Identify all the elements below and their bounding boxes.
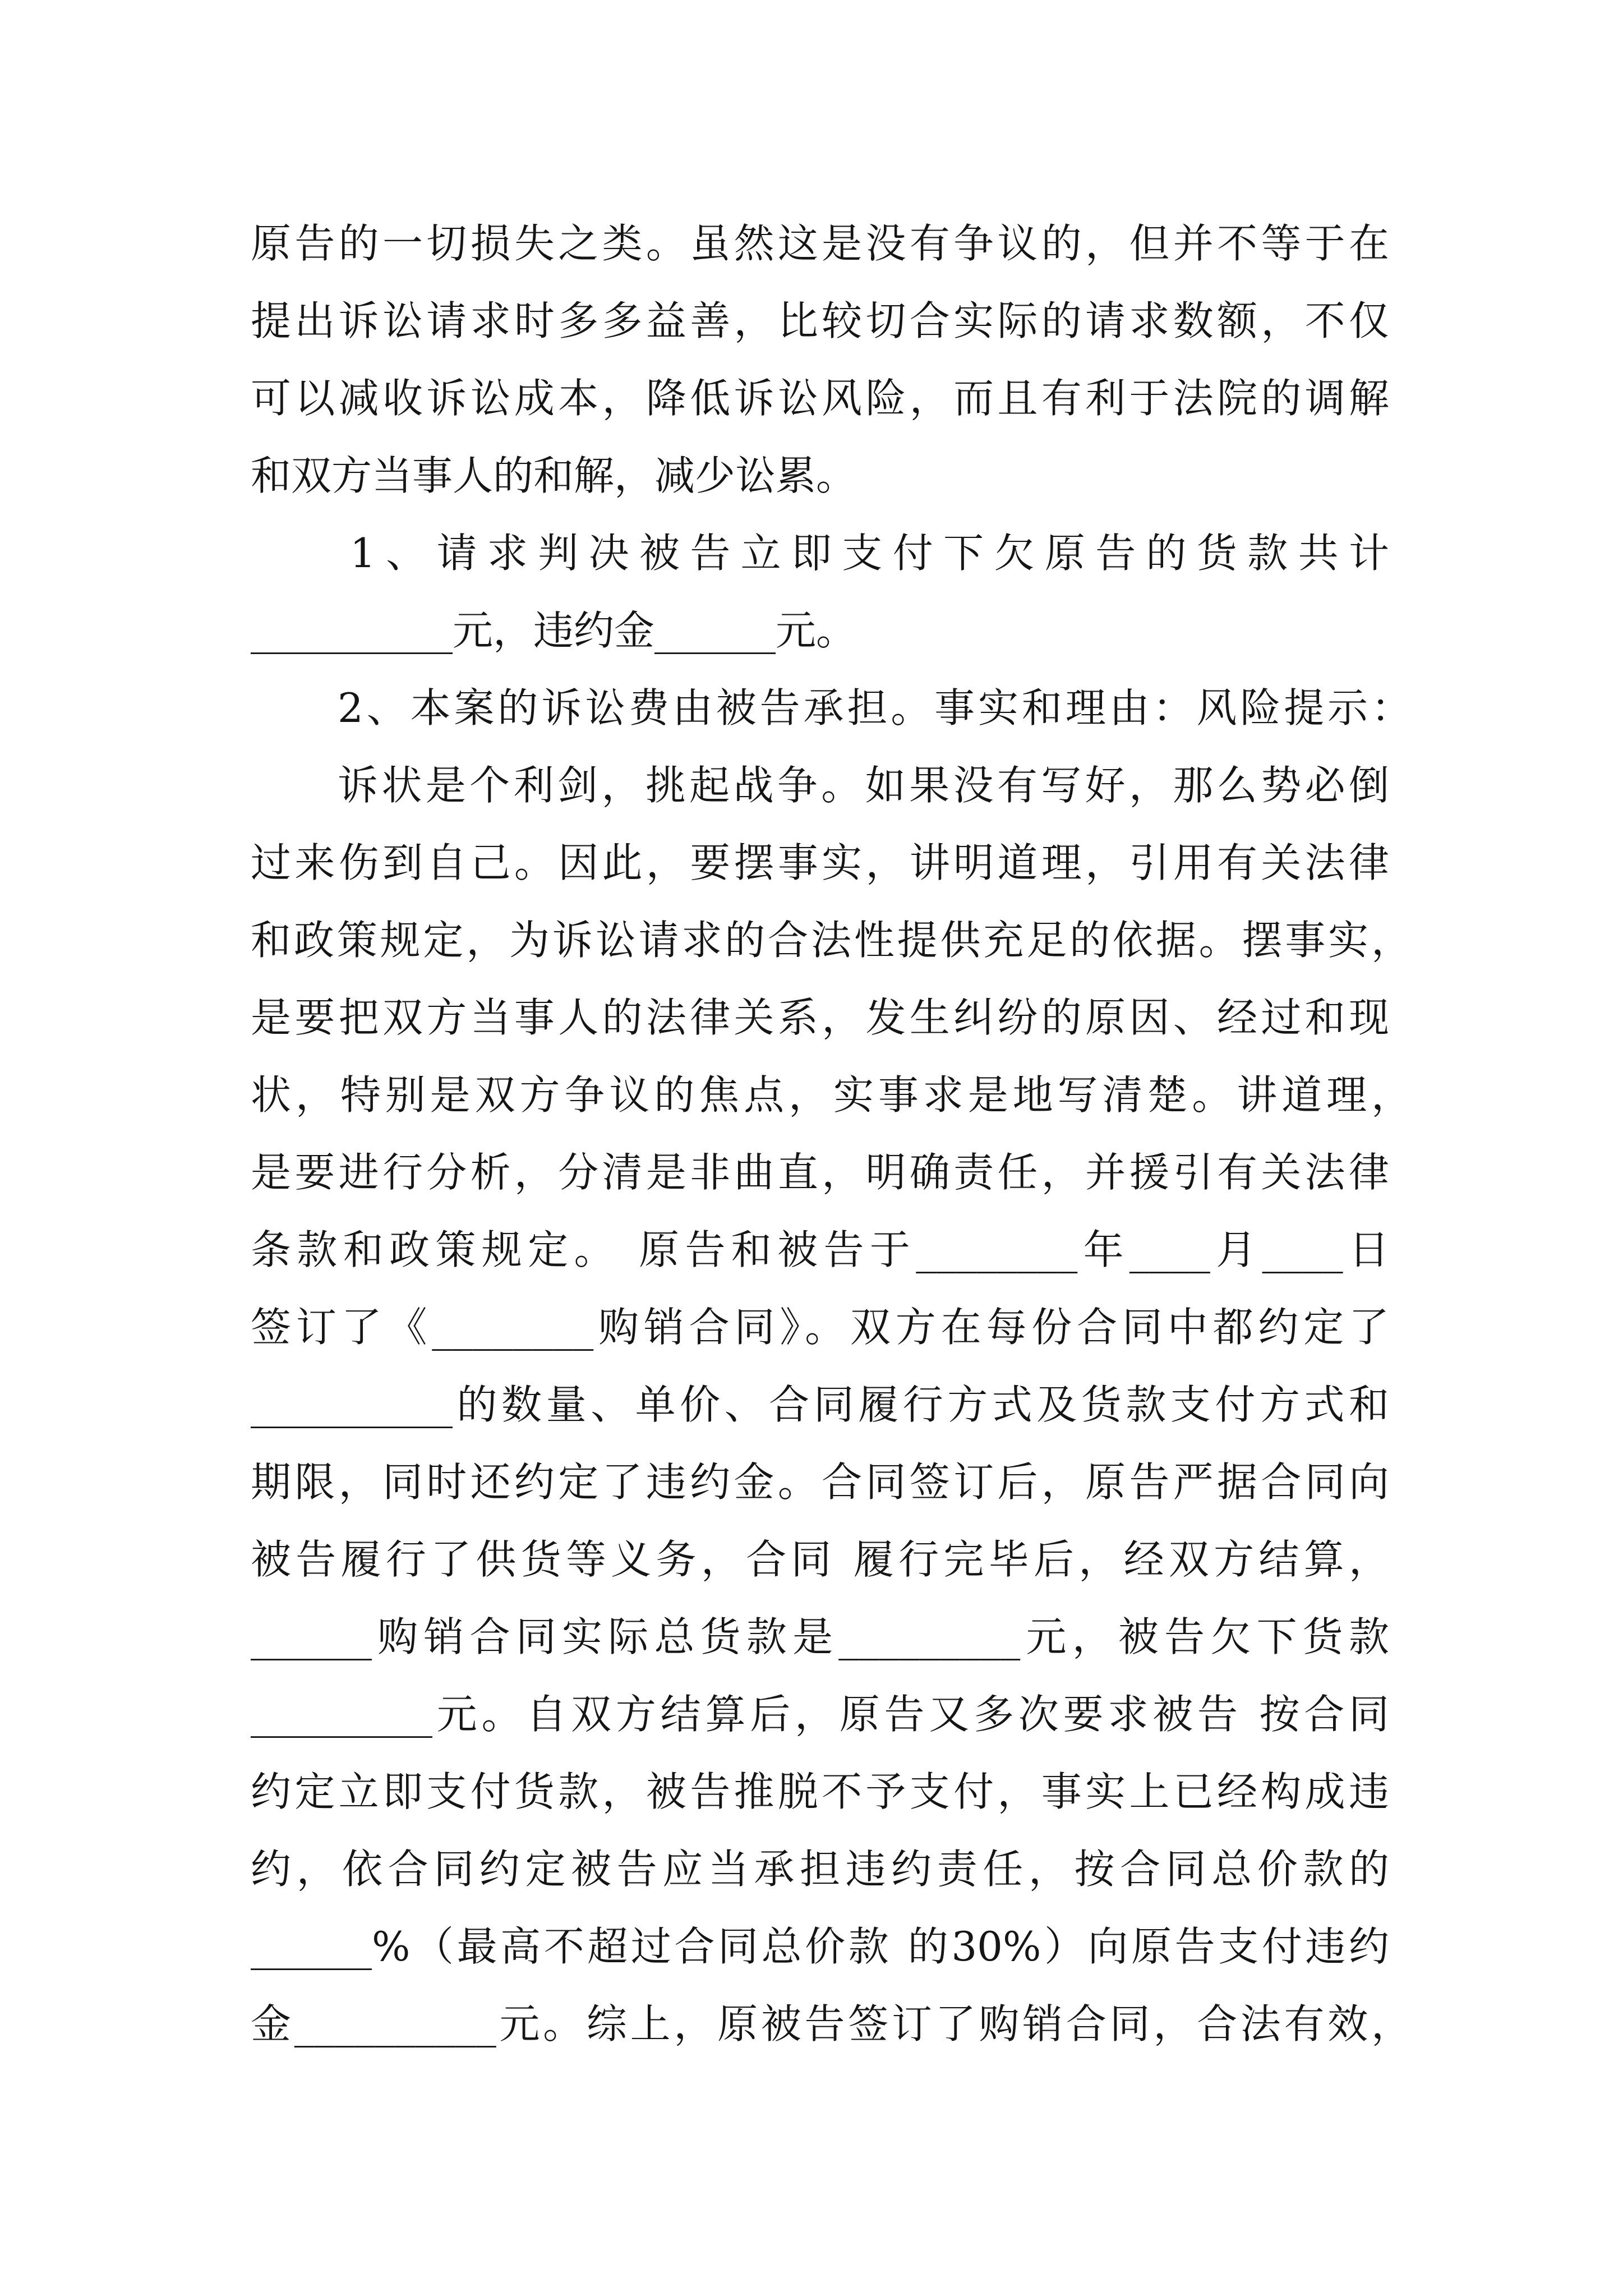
text-line: 签订了《________购销合同》。双方在每份合同中都约定了 bbox=[251, 1304, 1389, 1351]
text-line: 约定立即支付货款，被告推脱不予支付，事实上已经构成违 bbox=[251, 1768, 1389, 1815]
text-line: 和双方当事人的和解，减少讼累。 bbox=[251, 452, 857, 499]
text-line: _________元。自双方结算后，原告又多次要求被告 按合同 bbox=[251, 1691, 1389, 1738]
text-line: 被告履行了供货等义务，合同 履行完毕后，经双方结算， bbox=[251, 1536, 1389, 1583]
text-line: 期限，同时还约定了违约金。合同签订后，原告严据合同向 bbox=[251, 1458, 1389, 1506]
text-line: 金__________元。综上，原被告签订了购销合同，合法有效， bbox=[251, 2000, 1412, 2047]
text-line: 是要进行分析，分清是非曲直，明确责任，并援引有关法律 bbox=[251, 1149, 1389, 1196]
text-line: 过来伤到自己。因此，要摆事实，讲明道理，引用有关法律 bbox=[251, 839, 1389, 886]
text-line: 诉状是个利剑，挑起战争。如果没有写好，那么势必倒 bbox=[338, 762, 1389, 809]
claim-item-1: 1、请求判决被告立即支付下欠原告的货款共计 bbox=[350, 530, 1389, 577]
text-line: 约，依合同约定被告应当承担违约责任，按合同总价款的 bbox=[251, 1846, 1389, 1893]
text-line: 条款和政策规定。 原告和被告于________年____月____日 bbox=[251, 1226, 1389, 1273]
document-body bbox=[251, 205, 1412, 2063]
text-line: 状，特别是双方争议的焦点，实事求是地写清楚。讲道理， bbox=[251, 1071, 1412, 1119]
text-line: __________元，违约金______元。 bbox=[251, 607, 857, 654]
text-line: __________的数量、单价、合同履行方式及货款支付方式和 bbox=[251, 1381, 1389, 1428]
text-line: ______%（最高不超过合同总价款 的30%）向原告支付违约 bbox=[251, 1923, 1389, 1970]
claim-item-2: 2、本案的诉讼费由被告承担。事实和理由：风险提示： bbox=[338, 684, 1412, 731]
text-line: 原告的一切损失之类。虽然这是没有争议的，但并不等于在 bbox=[251, 220, 1389, 267]
text-line: 提出诉讼请求时多多益善，比较切合实际的请求数额，不仅 bbox=[251, 297, 1389, 344]
text-line: 可以减收诉讼成本，降低诉讼风险，而且有利于法院的调解 bbox=[251, 375, 1389, 422]
text-line: 是要把双方当事人的法律关系，发生纠纷的原因、经过和现 bbox=[251, 994, 1389, 1041]
text-line: 和政策规定，为诉讼请求的合法性提供充足的依据。摆事实， bbox=[251, 917, 1412, 964]
text-line: ______购销合同实际总货款是_________元，被告欠下货款 bbox=[251, 1613, 1389, 1660]
